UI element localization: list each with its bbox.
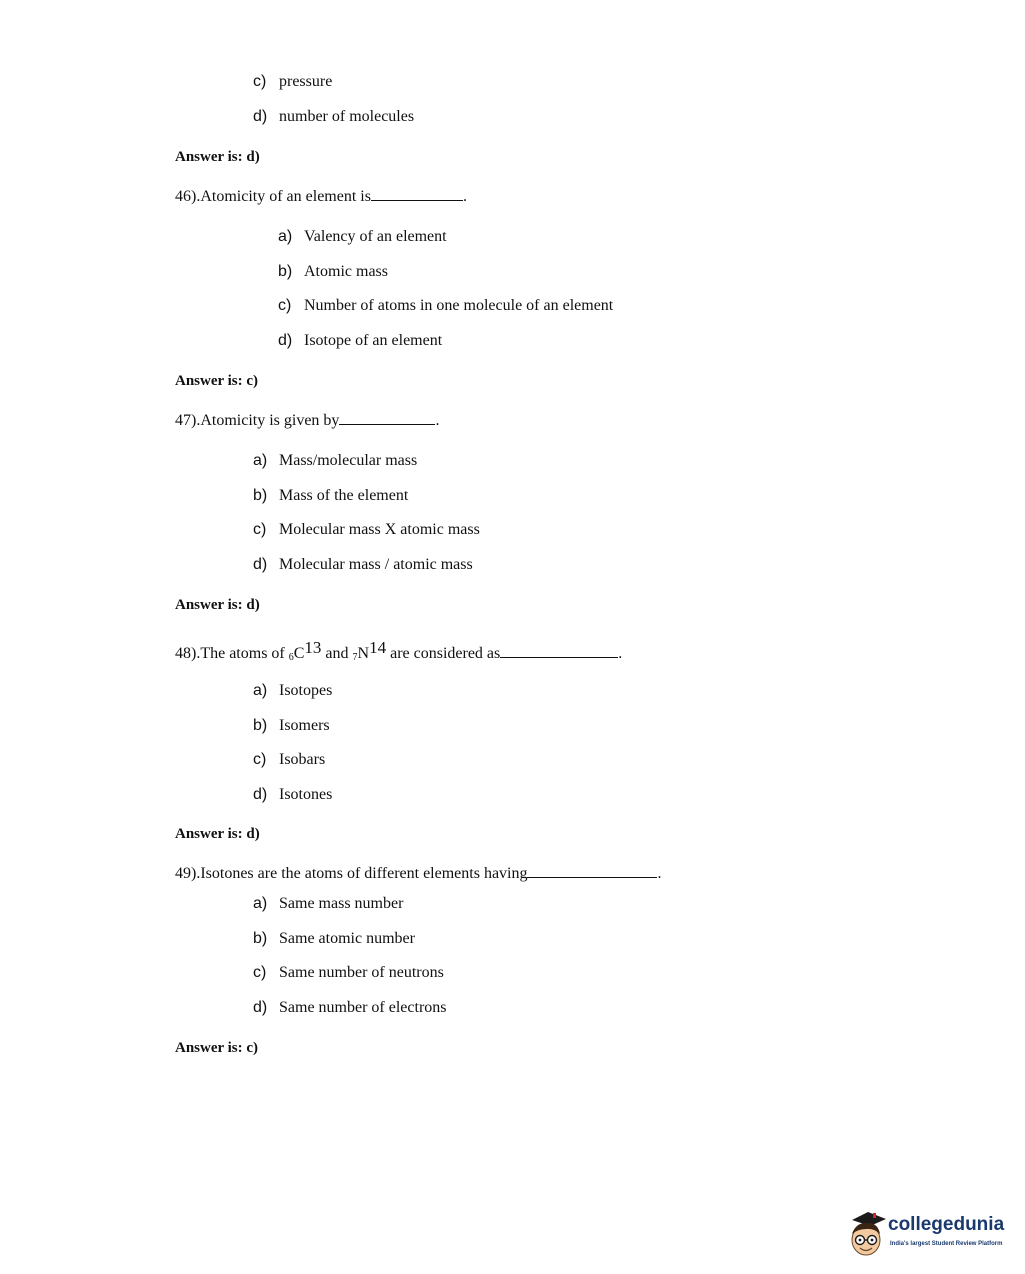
q47-question: 47).Atomicity is given by .	[175, 412, 440, 429]
answer-blank	[371, 199, 463, 201]
q45-answer: Answer is: d)	[175, 149, 260, 165]
q49-option-a: a) Same mass number	[253, 895, 404, 912]
q47-option-a: a) Mass/molecular mass	[253, 452, 418, 469]
q46-question: 46).Atomicity of an element is .	[175, 188, 467, 205]
q49-answer: Answer is: c)	[175, 1040, 259, 1056]
q47-option-c: c) Molecular mass X atomic mass	[253, 521, 480, 538]
q45-option-c: c) pressure	[253, 73, 333, 90]
q49-option-b: b) Same atomic number	[253, 930, 415, 947]
q49-option-d: d) Same number of electrons	[253, 999, 447, 1016]
q48-question: 48).The atoms of $_6$C13 and $_7$N14 are considered as .	[175, 638, 623, 663]
q48-option-b: b) Isomers	[253, 717, 330, 734]
q47-option-d: d) Molecular mass / atomic mass	[253, 556, 473, 573]
q48-answer: Answer is: d)	[175, 826, 260, 842]
answer-blank	[527, 876, 657, 878]
q48-option-d: d) Isotones	[253, 786, 333, 803]
q45-option-d: d) number of molecules	[253, 108, 415, 125]
q46-answer: Answer is: c)	[175, 373, 259, 389]
q47-option-b: b) Mass of the element	[253, 487, 409, 504]
q49-question: 49).Isotones are the atoms of different elements having .	[175, 865, 662, 882]
logo-tagline: India's largest Student Review Platform	[890, 1241, 1003, 1247]
answer-blank	[339, 423, 435, 425]
q46-option-b: b) Atomic mass	[278, 263, 388, 280]
logo-wordmark: collegedunia	[888, 1214, 1005, 1235]
collegedunia-logo	[846, 1208, 1016, 1260]
q48-option-a: a) Isotopes	[253, 682, 333, 699]
q47-answer: Answer is: d)	[175, 597, 260, 613]
q46-option-d: d) Isotope of an element	[278, 332, 443, 349]
q49-option-c: c) Same number of neutrons	[253, 964, 444, 981]
q46-option-a: a) Valency of an element	[278, 228, 447, 245]
q48-option-c: c) Isobars	[253, 751, 326, 768]
answer-blank	[500, 656, 618, 658]
mascot-icon	[846, 1208, 890, 1258]
q46-option-c: c) Number of atoms in one molecule of an element	[278, 297, 614, 314]
